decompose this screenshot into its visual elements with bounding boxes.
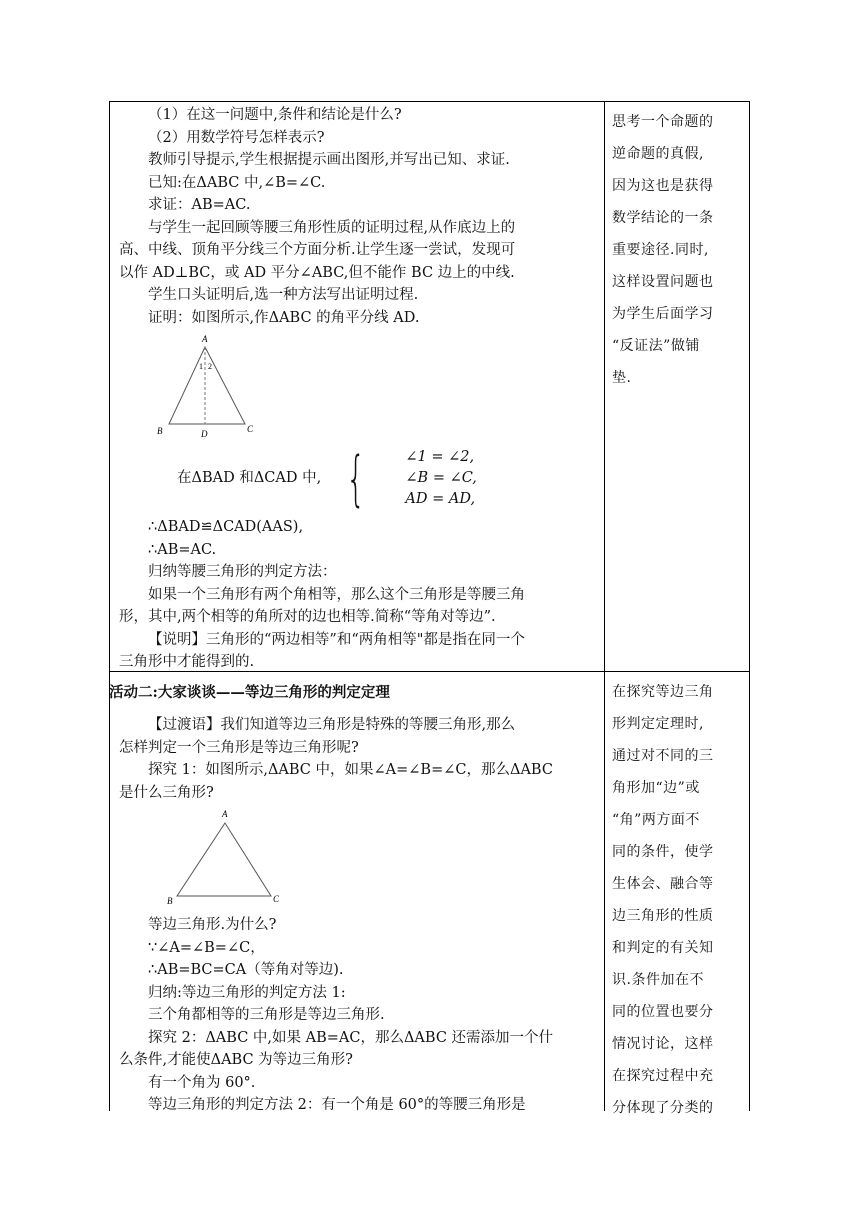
main-line: 有一个角为 60°. [148, 1074, 256, 1091]
system-prefix: 在ΔBAD 和ΔCAD 中, [177, 470, 322, 487]
main-block-4 [119, 914, 603, 1117]
triangle-figure-equilateral [167, 808, 287, 908]
fig1-label-b: B [157, 426, 163, 436]
main-line: （1）在这一问题中,条件和结论是什么? [148, 107, 402, 123]
main-line: 如果一个三角形有两个角相等，那么这个三角形是等腰三角 [148, 586, 525, 603]
main-line: 以作 AD⊥BC，或 AD 平分∠ABC,但不能作 BC 边上的中线. [119, 264, 515, 281]
main-line: 高、中线、顶角平分线三个方面分析.让学生逐一尝试，发现可 [119, 242, 516, 258]
main-line: 探究 1：如图所示,ΔABC 中，如果∠A=∠B=∠C，那么ΔABC [148, 762, 553, 778]
main-line: 证明：如图所示,作ΔABC 的角平分线 AD. [148, 309, 420, 326]
side-note-line: “角”两方面不 [612, 812, 700, 828]
fig2-label-c: C [273, 894, 280, 904]
side-note-line: 情况讨论，这样 [612, 1036, 714, 1052]
main-block-2 [119, 516, 603, 674]
side-note-1 [612, 106, 742, 394]
fig1-label-c: C [247, 424, 254, 434]
main-line: 归纳等腰三角形的判定方法： [148, 564, 337, 580]
main-line: 教师引导提示,学生根据提示画出图形,并写出已知、求证. [148, 152, 510, 168]
table-column-divider [604, 101, 605, 1111]
side-note-line: 识.条件加在不 [612, 972, 704, 988]
system-eq: AD = AD, [405, 491, 476, 507]
main-line: 等边三角形.为什么? [148, 917, 277, 933]
fig1-label-a: A [202, 334, 208, 344]
main-line: 么条件,才能使ΔABC 为等边三角形? [119, 1052, 353, 1068]
side-note-line: 思考一个命题的 [612, 114, 714, 130]
main-line: 是什么三角形? [119, 784, 214, 801]
system-equations [376, 447, 477, 510]
side-note-line: 通过对不同的三 [612, 748, 714, 764]
side-note-2 [612, 676, 742, 1124]
system-eq: ∠1 = ∠2, [405, 449, 475, 465]
side-note-line: 边三角形的性质 [612, 908, 714, 924]
side-note-line: 同的条件，使学 [612, 844, 714, 860]
table-left-border [109, 101, 110, 1111]
table-right-border [749, 101, 750, 1111]
side-note-line: 同的位置也要分 [612, 1004, 714, 1020]
main-line: 三角形中才能得到的. [119, 654, 255, 670]
main-line: 归纳:等边三角形的判定方法 1: [148, 984, 346, 1001]
side-note-line: 生体会、融合等 [612, 876, 714, 892]
main-line: ∴ΔBAD≌ΔCAD(AAS), [148, 519, 304, 535]
activity-title: 活动二:大家谈谈——等边三角形的判定定理 [109, 683, 390, 701]
main-column [109, 104, 603, 1117]
fig1-angle-2: 2 [208, 362, 212, 371]
left-brace: { [346, 443, 366, 514]
side-note-line: 在探究等边三角 [612, 684, 714, 700]
side-note-line: 这样设置问题也 [612, 274, 714, 290]
main-line: 形，其中,两个相等的角所对的边也相等.简称“等角对等边”. [119, 609, 496, 625]
side-note-line: 分体现了分类的 [612, 1100, 714, 1116]
fig1-label-d: D [201, 429, 208, 439]
main-line: 学生口头证明后,选一种方法写出证明过程. [148, 287, 419, 303]
side-note-line: 角形加“边”或 [612, 780, 700, 796]
main-block-3 [119, 714, 603, 804]
side-note-line: 逆命题的真假, [612, 146, 704, 162]
main-line: 三个角都相等的三角形是等边三角形. [148, 1007, 385, 1023]
side-note-line: “反证法”做铺 [612, 338, 700, 354]
main-line: ∴AB=AC. [148, 541, 217, 558]
congruence-system [119, 443, 603, 514]
side-note-line: 为学生后面学习 [612, 306, 714, 322]
main-line: ∵∠A=∠B=∠C， [148, 939, 265, 956]
system-eq: ∠B = ∠C, [405, 470, 477, 486]
main-line: 已知:在ΔABC 中,∠B=∠C. [148, 174, 326, 191]
fig2-label-a: A [222, 809, 228, 819]
side-note-line: 重要途径.同时, [612, 242, 709, 258]
main-line: 探究 2：ΔABC 中,如果 AB=AC，那么ΔABC 还需添加一个什 [148, 1029, 554, 1046]
main-line: 【过渡语】我们知道等边三角形是特殊的等腰三角形,那么 [148, 717, 516, 733]
side-note-line: 因为这也是获得 [612, 178, 714, 194]
main-line: 怎样判定一个三角形是等边三角形呢? [119, 739, 359, 756]
main-line: ∴AB=BC=CA（等角对等边). [148, 962, 344, 978]
side-note-line: 在探究过程中充 [612, 1068, 714, 1084]
main-line: 【说明】三角形的“两边相等”和“两角相等"都是指在同一个 [148, 631, 525, 648]
fig2-label-b: B [167, 896, 173, 906]
table-top-border [109, 101, 750, 102]
triangle-figure-angle-bisector [157, 333, 267, 441]
side-note-line: 垫. [612, 370, 632, 386]
main-line: （2）用数学符号怎样表示? [148, 129, 325, 146]
main-line: 求证：AB=AC. [148, 197, 251, 213]
side-note-line: 数学结论的一条 [612, 210, 714, 226]
side-note-line: 形判定定理时, [612, 716, 704, 732]
fig1-angle-1: 1 [199, 362, 203, 371]
side-note-line: 和判定的有关知 [612, 940, 714, 956]
main-line: 与学生一起回顾等腰三角形性质的证明过程,从作底边上的 [148, 219, 516, 236]
main-line: 等边三角形的判定方法 2：有一个角是 60°的等腰三角形是 [148, 1097, 526, 1113]
